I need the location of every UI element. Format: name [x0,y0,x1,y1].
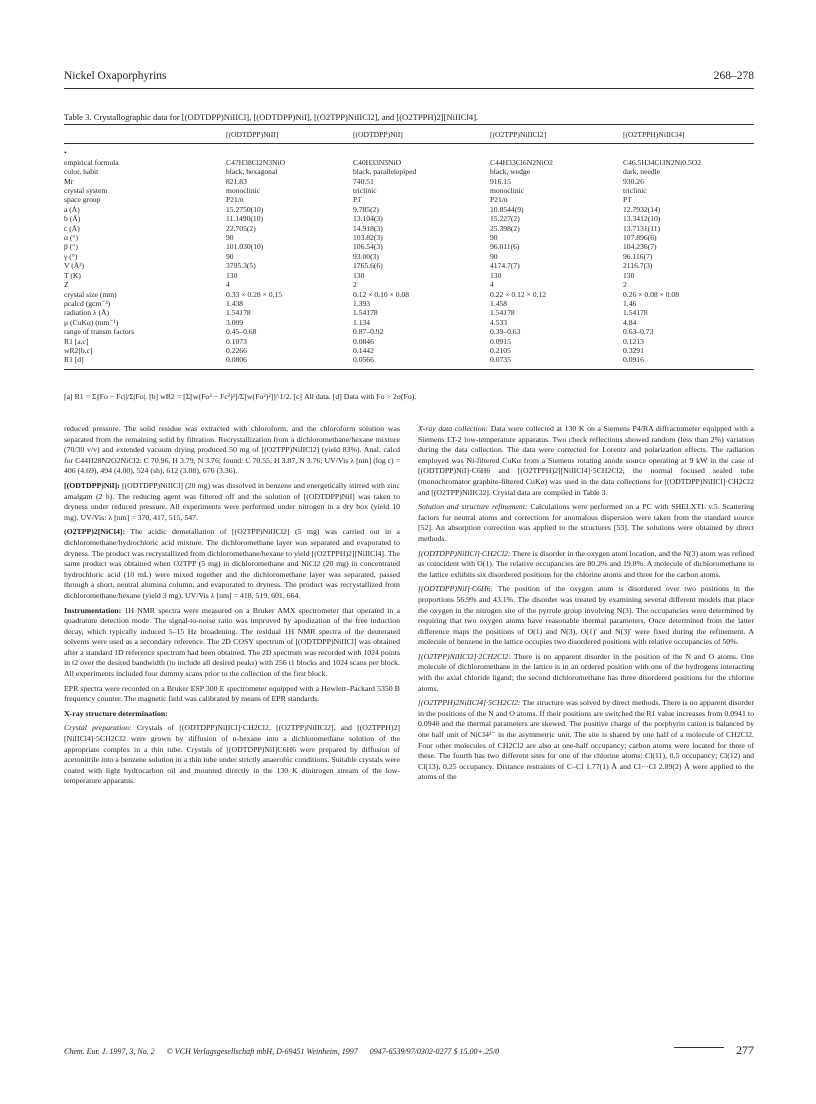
paragraph-text: The position of the oxygen atom is disordered over two positions in the proportions 56.9% and 43.1%. The disorder was treated by examining several different models that place the oxygen in the nitrogen site of the pyrrole group involving N(3). The occupancies were determined by requiring that two oxygen atoms have reasonable thermal parameters. Once determined from the latter difference maps the positions of O(1) and N(3), O(1)' and N(3)' were fixed during the refinement. A molecule of benzene in the lattice occupies two disordered positions with relative occupancies of 50%. [418,584,754,647]
table-header-cell: [(ODTDPP)NiII] [226,125,353,144]
table-cell: 107.896(6) [623,233,657,243]
paragraph-text: The acidic demetallation of [(O2TPP)NiIICl2] (5 mg) was carried out in a dichloromethane/hydrochloric acid mixture. The dichloromethane layer was separated and evaporated to dryness. The product was recrystallized from dichloromethane/hexane to yield [(O2TPPH)2][NiIICl4]. The same product was obtained when O2TPP (5 mg) in dichloromethane and NiCl2 (20 mg) in concentrated hydrochloric acid (10 mL) were mixed together and the dichloromethane layer was separated, passed through a short, neutral alumina column, and evaporated to dryness. The product was recrystallized from dichloromethane/hexane (yield 3 mg). UV/Vis λ [nm] = 418, 519, 601, 664. [64,527,400,600]
table-caption: Table 3. Crystallographic data for [(ODTDPP)NiIICl], [(ODTDPP)NiI], [(O2TPP)NiIICl2], and [(O2TPPH)2][NiIICl4]. [64,112,479,122]
row-label: α (°) [64,233,78,243]
paragraph-subheading: [(ODTDPP)NiI]·C6H6: [418,584,494,594]
table-cell: 4 [490,280,494,290]
paragraph-heading: (O2TPP)2[NiCl4]: [64,527,126,537]
table-cell: 130 [490,270,502,280]
table-row [64,214,754,223]
running-header [64,70,754,88]
paragraph-text: There is no apparent disorder in the position of the N and O atoms. One molecule of dichloromethane in the lattice is in an ordered position with one of the hydrogens interacting with the axial chloride ligand; the second dichloromethane has three disordered positions for the chlorine atoms. [418,651,754,693]
table-cell: 0.39–0.63 [490,327,521,337]
table-cell: 0.2105 [490,345,511,355]
table-cell: 14.918(3) [353,223,383,233]
header-rule [64,88,754,89]
paragraph-text: [(ODTDPP)NiIICl] (20 mg) was dissolved in benzene and energetically stirred with zinc amalgam (2 h). The reducing agent was filtered off and the solution of [(ODTDPP)NiI] was taken to dryness under reduced pressure. All experiments were performed under nitrogen in a dry box (yield 10 mg). UV/Vis: λ [nm] = 370, 417, 515, 547. [64,480,400,522]
table-cell: 0.1442 [353,345,374,355]
row-label: wR2[b,c] [64,345,93,355]
row-label: R1 [a,c] [64,336,89,346]
table-row [64,242,754,251]
table-row [64,308,754,317]
table-cell: C46.5H34Cl3N2Ni0.5O2 [623,157,702,167]
paragraph-heading: X-ray structure determination: [64,708,168,718]
table-cell: 130 [353,270,365,280]
paragraph-text: Data were collected at 130 K on a Siemens P4/RA diffractometer equipped with a Siemens LT-2 low-temperature apparatus. Two check reflections showed random (less than 2%) variation during the data collection. The data were corrected for Lorentz and polarization effects. The radiation employed was Ni-filtered CuKα from a Siemens rotating anode source operating at 9 kW in the case of [(ODTDPP)NiI]·C6H6 and [(O2TPPH)2][NiIICl4]·5CH2Cl2; the normal focused sealed tube (monochromator graphite-filtered CuKα) was used in the data collections for [(ODTDPP)NiIICl]·CH2Cl2 and [(O2TPP)NiIICl2]. Crystal data are compiled in Table 3. [418,424,754,497]
paragraph [64,723,400,787]
table-cell: 2 [353,280,357,290]
table-cell: 0.33 × 0.28 × 0.15 [226,289,283,299]
table-cell: triclinic [623,186,647,196]
table-cell: 9.785(2) [353,204,379,214]
table-row [64,177,754,186]
table-cell: 1.393 [353,298,371,308]
paragraph-subheading: X-ray data collection: [418,424,489,433]
table-cell: 96.011(6) [490,242,520,252]
table-cell: 0.1073 [226,336,247,346]
table-cell: 2 [623,280,627,290]
table-cell: 1.46 [623,298,637,308]
paragraph [64,481,400,523]
table-cell: 1.54178 [353,308,378,318]
table-cell: 0.0806 [226,355,353,369]
issn-line: 0947-6539/97/0302-0277 $ 15.00+.25/0 [369,1047,500,1056]
table-cell: P1̄ [353,195,362,205]
table-cell: black, hexagonal [226,167,278,177]
table-header-cell [64,125,226,144]
table-cell: 1.54178 [226,308,251,318]
table-row [64,271,754,280]
table-cell: 130 [623,270,635,280]
paragraph [418,652,754,694]
table-row [64,167,754,176]
row-label: • [64,148,67,158]
table-row [64,195,754,204]
table-cell: C47H38Cl2N3NiO [226,157,286,167]
table-row [64,144,754,158]
paragraph-heading: [(ODTDPP)NiI]: [64,480,120,490]
table-cell: 15.227(2) [490,214,520,224]
paragraph-subheading: Crystal preparation: [64,723,132,733]
row-label: space group [64,195,101,205]
table-cell: 0.0916 [623,355,754,369]
table-cell: C44H33Cl6N2NiO2 [490,157,553,167]
paragraph-subheading: [(O2TPPH)2NiIICl4]·5CH2Cl2: [418,698,521,708]
table-cell: monoclinic [226,186,261,196]
table-cell: 104.236(7) [623,242,657,252]
row-label: radiation λ (Å) [64,308,110,318]
right-column [418,424,754,787]
table-cell: 1.458 [490,298,508,308]
row-label: crystal system [64,186,108,196]
table-cell: black, wedge [490,167,531,177]
table-header-cell: [(ODTDPP)NiI] [353,125,490,144]
page-number: 277 [736,1043,754,1057]
row-label: ρcalcd (gcm⁻³) [64,298,111,308]
table-row [64,186,754,195]
table-cell: 4174.7(7) [490,261,520,271]
table-cell: 3795.3(5) [226,261,256,271]
journal-citation: Chem. Eur. J. 1997, 3, No. 2 [64,1047,155,1056]
table-cell: 22.705(2) [226,223,256,233]
table-cell: 0.1213 [623,336,644,346]
row-label: β (°) [64,242,78,252]
paragraph [418,549,754,581]
paragraph-subheading: [(O2TPP)NiIICl2]·2CH2Cl2: [418,651,511,661]
row-label: c (Å) [64,223,80,233]
paragraph [64,684,400,705]
table-row [64,233,754,242]
table-row [64,280,754,289]
row-label: color, habit [64,167,99,177]
table-cell: P1̄ [623,195,632,205]
table-header-cell: [(O2TPPH)NiIICl4] [623,125,754,144]
table-cell: 0.26 × 0.08 × 0.08 [623,289,680,299]
publisher-line: © VCH Verlagsgesellschaft mbH, D-69451 Weinheim, 1997 [166,1047,358,1056]
table-cell: 740.51 [353,176,374,186]
table-cell: 11.1490(10) [226,214,264,224]
table-cell: 1765.6(6) [353,261,383,271]
row-label: empirical formula [64,157,119,167]
table-cell: 90 [226,233,234,243]
table-cell: 0.0735 [490,355,623,369]
table-cell: P21/n [490,195,508,205]
table-cell: black, parallelepiped [353,167,417,177]
table-footnote: [a] R1 = Σ||Fo − Fc||/Σ|Fo|. [b] wR2 = [Σ[w(Fo² − Fc²)²]/Σ[w(Fo²)²]]^1/2. [c] All data. [d] Data with Fo > 2σ(Fo). [64,392,417,401]
table-cell: 0.12 × 0.10 × 0.08 [353,289,410,299]
row-label: R1 [d] [64,355,226,369]
table-cell [226,144,353,158]
footer-rule [674,1047,724,1048]
table-cell: 930.26 [623,176,644,186]
row-label: a (Å) [64,204,80,214]
table-cell: 1.438 [226,298,244,308]
table-cell [623,144,754,158]
table-row [64,346,754,355]
paragraph-text: Calculations were performed on a PC with SHELXTL v.5. Scattering factors for neutral atoms and corrections for anomalous dispersion were taken from the standard source [52]. An absorption correction was applied to the structures [53]. The solutions were obtained by direct methods. [418,502,754,543]
table-cell: 4.533 [490,317,508,327]
table-cell: 10.8544(9) [490,204,524,214]
table-cell: 2116.7(3) [623,261,653,271]
paragraph [418,698,754,783]
paragraph-subheading: [(ODTDPP)NiIICl]·CH2Cl2: [418,548,511,558]
paragraph-subheading: Solution and structure refinement: [418,502,528,512]
page-range: 268–278 [713,70,754,82]
paragraph-text: There is disorder in the oxygen atom location, and the N(3) atom was refined as coincident with O(1). The relative occupancies are 80.2% and 19.8%. A molecule of dichloromethane in the lattice exhibits six disordered positions for the chlorine atoms and three for the carbon atoms. [418,548,754,579]
table-cell: 13.7131(11) [623,223,661,233]
table-cell: 15.2750(10) [226,204,264,214]
table-cell: 821.83 [226,176,247,186]
row-label: b (Å) [64,214,81,224]
table-cell: 96.116(7) [623,251,653,261]
paragraph-text: reduced pressure. The solid residue was extracted with chloroform, and the chloroform solution was separated from the remaining solid by filtration. Recrystallization from a dichloromethane/hexane mixture (70/30 v/v) and extended vacuum drying produced 50 mg of [(O2TPP)NiIICl2] (yield 83%). Anal. calcd for C44H28N2O2NiCl2: C 70.96, H 3.79, N 3.76; found: C 70.55, H 3.87, N 3.76; UV/Vis λ [nm] (log ε) = 406 (4.69), 494 (4.00), 524 (sh), 612 (3.08), 676 (3.36). [64,424,400,476]
table-cell: 3.009 [226,317,244,327]
paragraph-heading: Instrumentation: [64,605,122,615]
paragraph [64,606,400,680]
table-cell: 0.0915 [490,336,511,346]
table-row [64,355,754,369]
table-cell [490,144,623,158]
table-row [64,318,754,327]
row-label: γ (°) [64,251,78,261]
left-column [64,424,400,791]
paragraph [418,502,754,544]
table-cell: 130 [226,270,238,280]
table-cell: 4.84 [623,317,637,327]
table-cell: 1.54178 [490,308,515,318]
table-cell: triclinic [353,186,377,196]
table-header-cell: [(O2TPP)NiIICl2] [490,125,623,144]
table-cell: 4 [226,280,230,290]
table-cell: 93.00(3) [353,251,379,261]
table-cell: 916.15 [490,176,511,186]
table-cell: 0.22 × 0.12 × 0.12 [490,289,547,299]
table-row [64,205,754,214]
table-row [64,252,754,261]
row-label: μ (CuKα) (mm⁻¹) [64,317,119,327]
table-row [64,337,754,346]
paragraph [418,584,754,648]
table-cell: 12.7932(14) [623,204,661,214]
table-cell: 13.104(3) [353,214,383,224]
table-row [64,158,754,167]
paragraph-text: The structure was solved by direct methods. There is no apparent disorder in the positions of the N and O atoms. If their positions are switched the R1 value increases from 0.0941 to 0.0946 and the thermal parameters are skewed. The positive charge of the porphyrin cation is balanced by one half unit of NiCl4²⁻ in the asymmetric unit. The site is shared by one half of a molecule of CH2Cl2. Four other molecules of CH2Cl2 are also at one-half occupancy; carbon atoms were located for three of these. The fourth has two different sites for one of the chlorine atoms: Cl(11), 0.5 occupancy; Cl(12) and Cl(13), 0.25 occupancy. Distance restraints of C–Cl 1.77(1) Å and Cl···Cl 2.89(2) Å were applied to the atoms of the [418,698,754,782]
table-cell: 25.398(2) [490,223,520,233]
table-cell: 0.63–0.73 [623,327,654,337]
paragraph-text: Crystals of [(ODTDPP)NiIICl]·CH2Cl2, [(O2TPP)NiIICl2], and [(O2TPPH)2][NiIICl4]·5CH2Cl2 were grown by diffusion of n-hexane into a dichloromethane solution of the appropriate complex in a thin tube. Crystals of [(ODTDPP)NiI]C6H6 were prepared by diffusion of acetonitrile into a benzene solution in a thin tube under strictly anaerobic conditions. Suitable crystals were coated with light hydrocarbon oil and mounted directly in the 130 K dinitrogen stream of the low-temperature apparatus. [64,723,400,786]
paragraph [64,424,400,477]
crystallographic-data-table [64,124,754,370]
table-row [64,299,754,308]
page-footer [64,1043,754,1057]
table-cell: 1.134 [353,317,371,327]
table-row [64,261,754,270]
table-cell: P21/n [226,195,244,205]
table-cell: 90 [490,251,498,261]
row-label: Mr [64,176,74,186]
running-title: Nickel Oxaporphyrins [64,70,167,82]
table-cell: 101.030(10) [226,242,264,252]
table-cell: 1.54178 [623,308,648,318]
row-label: range of transm factors [64,327,135,337]
table-cell: 90 [226,251,234,261]
table-cell: 90 [490,233,498,243]
row-label: crystal size (mm) [64,289,117,299]
table-cell: 103.82(3) [353,233,383,243]
table-cell [353,144,490,158]
table-cell: monoclinic [490,186,525,196]
table-row [64,290,754,299]
paragraph-text: EPR spectra were recorded on a Bruker ESP 300 E spectrometer equipped with a Hewlett–Packard 5350 B frequency counter. The magnetic field was calibrated by means of EPR standards. [64,683,400,704]
table-row [64,327,754,336]
table-cell: 13.3412(10) [623,214,661,224]
row-label: V (Å³) [64,261,85,271]
table-cell: 0.3291 [623,345,644,355]
row-label: Z [64,280,69,290]
table-cell: dark, needle [623,167,661,177]
table-cell: 0.45–0.68 [226,327,257,337]
table-cell: 0.0846 [353,336,374,346]
paragraph [64,527,400,601]
table-cell: 0.87–0.92 [353,327,384,337]
paragraph-text: 1H NMR spectra were measured on a Bruker AMX spectrometer that operated in a quadrature detection mode. The signal-to-noise ratio was improved by apodization of the free induction decay, which typically induced 5–15 Hz broadening. The residual 1H NMR spectra of the deuterated solvents were used as a secondary reference. The 2D COSY spectrum of [(ODTDPP)NiIICl] was obtained after a standard 1D reference spectrum had been obtained. The 2D spectrum was recorded with 1024 points in t2 over the desired bandwidth (to include all desired peaks) with 256 t1 blocks and 1024 scans per block. All experiments included four dummy scans prior to the collection of the first block. [64,605,400,679]
row-label: T (K) [64,270,81,280]
table-cell: 0.2266 [226,345,247,355]
table-cell: 106.54(3) [353,242,383,252]
paragraph [64,709,400,720]
paragraph [418,424,754,498]
table-cell: C40H33N3NiO [353,157,402,167]
table-row [64,224,754,233]
table-cell: 0.0566 [353,355,490,369]
